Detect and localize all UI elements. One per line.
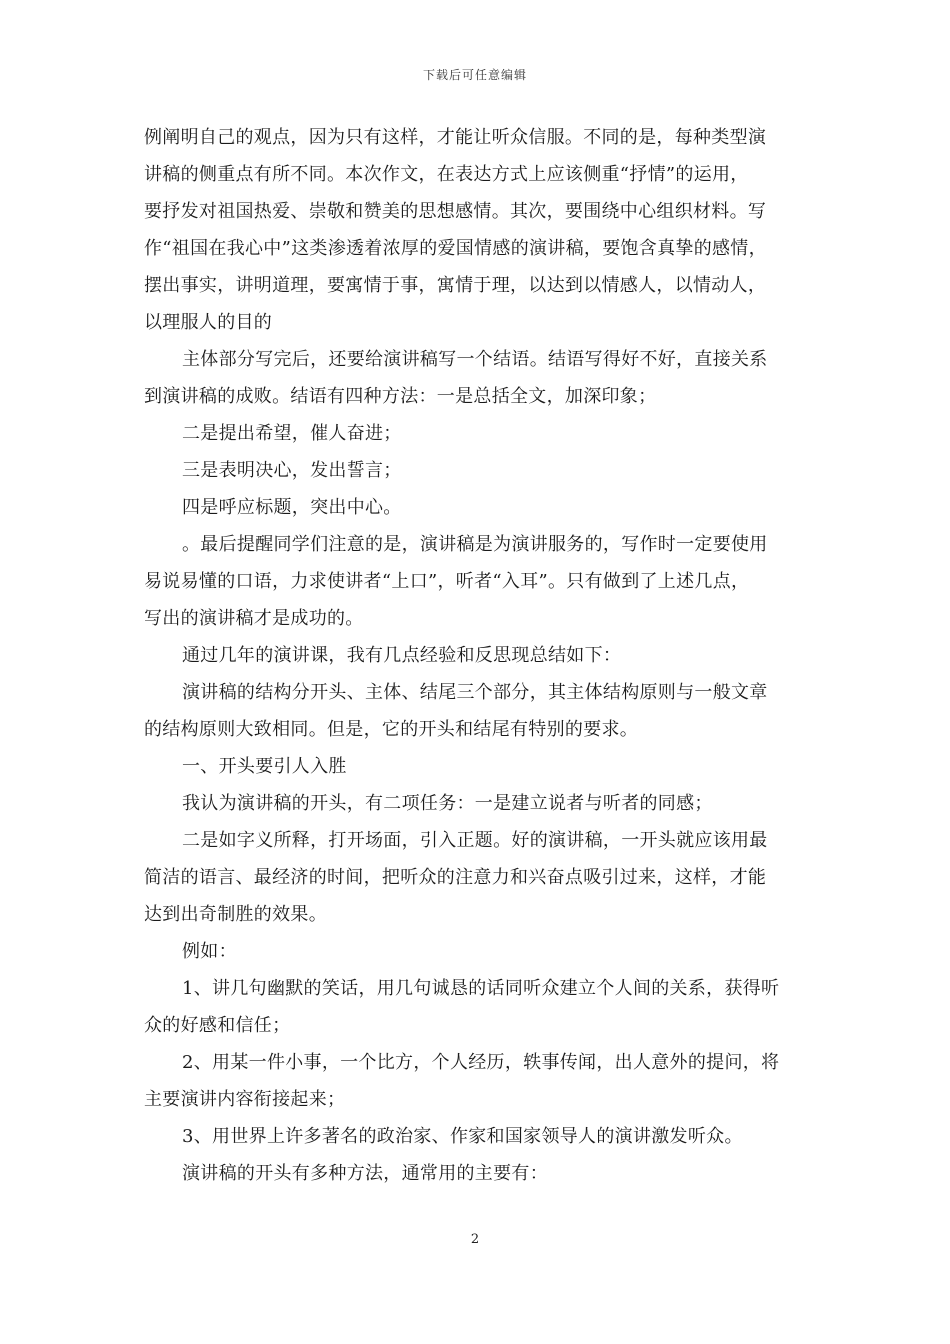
page-header: 下载后可任意编辑	[422, 68, 527, 82]
paragraph-opening-tasks: 我认为演讲稿的开头，有二项任务：一是建立说者与听者的同感；	[182, 793, 713, 814]
text-line: 二是如字义所释，打开场面，引入正题。好的演讲稿，一开头就应该用最	[182, 830, 768, 851]
list-item-1	[144, 970, 810, 1044]
text-line: 的结构原则大致相同。但是，它的开头和结尾有特别的要求。	[144, 719, 639, 740]
document-body	[144, 119, 810, 1192]
paragraph-example-label: 例如：	[182, 941, 237, 962]
text-line: 写出的演讲稿才是成功的。	[144, 608, 364, 629]
text-line: 。最后提醒同学们注意的是，演讲稿是为演讲服务的，写作时一定要使用	[182, 534, 768, 555]
paragraph-structure	[144, 674, 810, 748]
text-line: 要抒发对祖国热爱、崇敬和赞美的思想感情。其次，要围绕中心组织材料。写	[144, 201, 767, 222]
text-line: 达到出奇制胜的效果。	[144, 904, 327, 925]
list-item-2	[144, 1044, 810, 1118]
text-line: 主体部分写完后，还要给演讲稿写一个结语。结语写得好不好，直接关系	[182, 349, 768, 370]
paragraph-continuation	[144, 119, 810, 341]
paragraph-conclusion-methods	[144, 341, 810, 415]
text-line: 以理服人的目的	[144, 312, 273, 333]
paragraph-opening-methods: 演讲稿的开头有多种方法，通常用的主要有：	[182, 1163, 548, 1184]
paragraph-final-reminder	[144, 526, 810, 637]
text-line: 1、讲几句幽默的笑话，用几句诚恳的话同听众建立个人间的关系，获得听	[182, 978, 780, 999]
text-line: 易说易懂的口语，力求使讲者“上口”，听者“入耳”。只有做到了上述几点，	[144, 571, 750, 592]
text-line: 摆出事实，讲明道理，要寓情于事，寓情于理，以达到以情感人，以情动人，	[144, 275, 767, 296]
text-line: 主要演讲内容衔接起来；	[144, 1089, 346, 1110]
paragraph-method-2: 二是提出希望，催人奋进；	[182, 423, 402, 444]
text-line: 众的好感和信任；	[144, 1015, 291, 1036]
paragraph-opening-task-2	[144, 822, 810, 933]
text-line: 作“祖国在我心中”这类渗透着浓厚的爱国情感的演讲稿，要饱含真挚的感情，	[144, 238, 767, 259]
text-line: 简洁的语言、最经济的时间，把听众的注意力和兴奋点吸引过来，这样，才能	[144, 867, 767, 888]
text-line: 讲稿的侧重点有所不同。本次作文，在表达方式上应该侧重“抒情”的运用，	[144, 164, 749, 185]
paragraph-summary-intro: 通过几年的演讲课，我有几点经验和反思现总结如下：	[182, 645, 622, 666]
section-heading: 一、开头要引人入胜	[182, 756, 347, 777]
list-item-3: 3、用世界上许多著名的政治家、作家和国家领导人的演讲激发听众。	[182, 1126, 743, 1147]
text-line: 演讲稿的结构分开头、主体、结尾三个部分，其主体结构原则与一般文章	[182, 682, 768, 703]
text-line: 例阐明自己的观点，因为只有这样，才能让听众信服。不同的是，每种类型演	[144, 127, 767, 148]
page-number: 2	[470, 1232, 480, 1247]
paragraph-method-4: 四是呼应标题，突出中心。	[182, 497, 402, 518]
text-line: 到演讲稿的成败。结语有四种方法：一是总括全文，加深印象；	[144, 386, 657, 407]
text-line: 2、用某一件小事，一个比方，个人经历，轶事传闻，出人意外的提问，将	[182, 1052, 780, 1073]
paragraph-method-3: 三是表明决心，发出誓言；	[182, 460, 402, 481]
